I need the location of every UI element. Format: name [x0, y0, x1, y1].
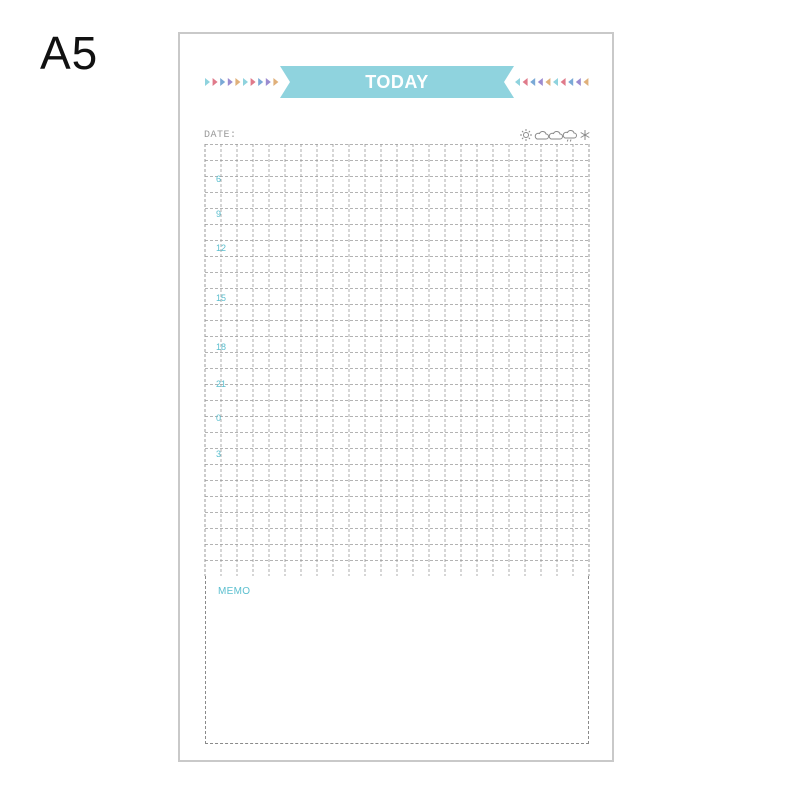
right-triangle-decoration [514, 77, 590, 87]
triangle-mark [243, 78, 248, 86]
triangle-mark [583, 78, 588, 86]
date-field-label[interactable]: DATE: [204, 130, 237, 141]
memo-area[interactable] [205, 576, 589, 744]
triangle-mark [213, 78, 218, 86]
weather-icons [520, 128, 592, 142]
page-size-label: A5 [40, 27, 99, 79]
triangle-mark [523, 78, 528, 86]
cloud-icon[interactable] [549, 132, 562, 139]
triangle-mark [568, 78, 573, 86]
hour-label: 18 [216, 342, 227, 352]
banner-title: TODAY [365, 72, 429, 92]
triangle-mark [530, 78, 535, 86]
triangle-mark [545, 78, 550, 86]
hour-label: 21 [216, 379, 227, 389]
hour-label: 12 [216, 243, 227, 253]
hour-label: 0 [216, 413, 222, 423]
triangle-mark [258, 78, 263, 86]
snowflake-icon[interactable] [581, 130, 590, 140]
triangle-mark [561, 78, 566, 86]
planner-sheet [178, 32, 614, 762]
hour-label: 6 [216, 174, 222, 184]
triangle-mark [538, 78, 543, 86]
triangle-mark [273, 78, 278, 86]
triangle-mark [235, 78, 240, 86]
triangle-mark [228, 78, 233, 86]
rain-cloud-icon[interactable] [563, 131, 576, 142]
dotted-grid [204, 144, 590, 576]
triangle-mark [515, 78, 520, 86]
hour-label: 3 [216, 449, 222, 459]
triangle-mark [553, 78, 558, 86]
sun-icon[interactable] [520, 129, 532, 141]
triangle-mark [576, 78, 581, 86]
triangle-mark [251, 78, 256, 86]
left-triangle-decoration [204, 77, 280, 87]
hour-label: 15 [216, 293, 227, 303]
triangle-mark [205, 78, 210, 86]
triangle-mark [220, 78, 225, 86]
cloud-icon[interactable] [535, 132, 548, 139]
hour-label: 9 [216, 209, 222, 219]
memo-label: MEMO [218, 586, 251, 597]
triangle-mark [266, 78, 271, 86]
